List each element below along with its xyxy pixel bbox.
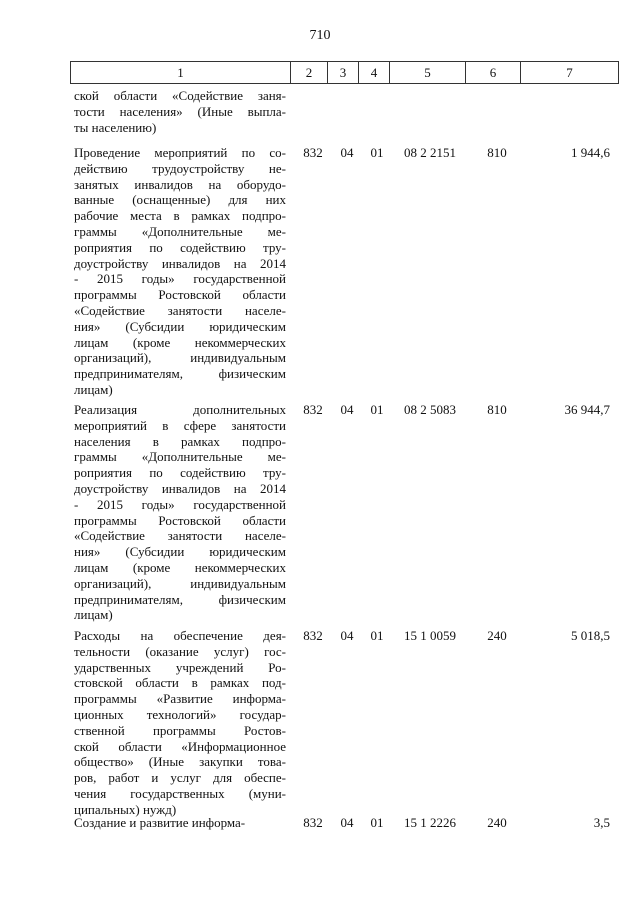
description-line: ты населению)	[74, 119, 157, 135]
description-line: предпринимателям, физическим	[74, 591, 286, 607]
description-line: лицам)	[74, 607, 113, 623]
amount: 3,5	[593, 815, 610, 830]
chapter-code: 832	[303, 145, 323, 160]
amount: 5 018,5	[571, 628, 610, 643]
row-description	[74, 88, 286, 135]
description-line: ров, работ и услуг для обеспе-	[74, 770, 286, 786]
header-row	[71, 62, 619, 84]
row-description	[74, 145, 286, 398]
description-line: ственной программы Ростов-	[74, 722, 286, 738]
description-line: граммы «Дополнительные ме-	[74, 223, 286, 239]
subsection-code: 01	[370, 628, 384, 643]
description-line: занятых инвалидов на оборудо-	[74, 176, 286, 192]
description-line: ния» (Субсидии юридическим	[74, 318, 286, 334]
description-line: ской области «Содействие заня-	[74, 88, 286, 103]
page-number: 710	[309, 28, 331, 43]
chapter-code: 832	[303, 815, 323, 830]
target-article-code: 08 2 2151	[404, 145, 456, 160]
target-article-code: 15 1 2226	[404, 815, 456, 830]
description-line: действию трудоустройству не-	[74, 160, 286, 176]
description-line: общество» (Иные закупки това-	[74, 754, 286, 770]
expense-type-code: 810	[487, 402, 507, 417]
description-line: ципальных) нужд)	[74, 801, 177, 817]
description-line: лицам)	[74, 381, 113, 397]
section-code: 04	[340, 628, 354, 643]
description-line: «Содействие занятости населе-	[74, 528, 286, 544]
description-line: ударственных учреждений Ро-	[74, 659, 286, 675]
subsection-code: 01	[370, 402, 384, 417]
row-description	[74, 402, 286, 623]
row-description	[74, 815, 286, 831]
header-col-1: 1	[71, 62, 291, 84]
target-article-code: 15 1 0059	[404, 628, 456, 643]
column-header-table	[70, 61, 619, 84]
description-line: - 2015 годы» государственной	[74, 271, 286, 287]
description-line: мероприятий в сфере занятости	[74, 417, 286, 433]
description-line: чения государственных (муни-	[74, 785, 286, 801]
description-line: организаций), индивидуальным	[74, 575, 286, 591]
description-line: ния» (Субсидии юридическим	[74, 544, 286, 560]
description-line: лицам (кроме некоммерческих	[74, 559, 286, 575]
section-code: 04	[340, 402, 354, 417]
description-line: тости населения» (Иные выпла-	[74, 103, 286, 119]
description-line: ционных технологий» государ-	[74, 706, 286, 722]
header-col-7: 7	[521, 62, 619, 84]
subsection-code: 01	[370, 145, 384, 160]
expense-type-code: 240	[487, 815, 507, 830]
description-line: Расходы на обеспечение дея-	[74, 628, 286, 643]
description-line: программы Ростовской области	[74, 287, 286, 303]
description-line: рабочие места в рамках подпро-	[74, 208, 286, 224]
header-col-2: 2	[291, 62, 328, 84]
description-line: тельности (оказание услуг) гос-	[74, 643, 286, 659]
description-line: ской области «Информационное	[74, 738, 286, 754]
description-line: населения в рамках подпро-	[74, 433, 286, 449]
amount: 1 944,6	[571, 145, 610, 160]
description-line: роприятия по содействию тру-	[74, 239, 286, 255]
description-line: предпринимателям, физическим	[74, 366, 286, 382]
expense-type-code: 240	[487, 628, 507, 643]
target-article-code: 08 2 5083	[404, 402, 456, 417]
header-col-3: 3	[328, 62, 359, 84]
expense-type-code: 810	[487, 145, 507, 160]
subsection-code: 01	[370, 815, 384, 830]
description-line: Проведение мероприятий по со-	[74, 145, 286, 160]
section-code: 04	[340, 145, 354, 160]
section-code: 04	[340, 815, 354, 830]
description-line: стовской области в рамках под-	[74, 675, 286, 691]
description-line: «Содействие занятости населе-	[74, 302, 286, 318]
description-line: Реализация дополнительных	[74, 402, 286, 417]
description-line: программы Ростовской области	[74, 512, 286, 528]
header-col-4: 4	[359, 62, 390, 84]
description-line: доустройству инвалидов на 2014	[74, 255, 286, 271]
chapter-code: 832	[303, 402, 323, 417]
header-col-5: 5	[390, 62, 466, 84]
row-description	[74, 628, 286, 818]
description-line: - 2015 годы» государственной	[74, 496, 286, 512]
description-line: Создание и развитие информа-	[74, 815, 246, 830]
description-line: ванные (оснащенные) для них	[74, 192, 286, 208]
description-line: лицам (кроме некоммерческих	[74, 334, 286, 350]
chapter-code: 832	[303, 628, 323, 643]
header-col-6: 6	[466, 62, 521, 84]
amount: 36 944,7	[564, 402, 610, 417]
description-line: организаций), индивидуальным	[74, 350, 286, 366]
description-line: доустройству инвалидов на 2014	[74, 480, 286, 496]
description-line: программы «Развитие информа-	[74, 691, 286, 707]
description-line: роприятия по содействию тру-	[74, 465, 286, 481]
description-line: граммы «Дополнительные ме-	[74, 449, 286, 465]
